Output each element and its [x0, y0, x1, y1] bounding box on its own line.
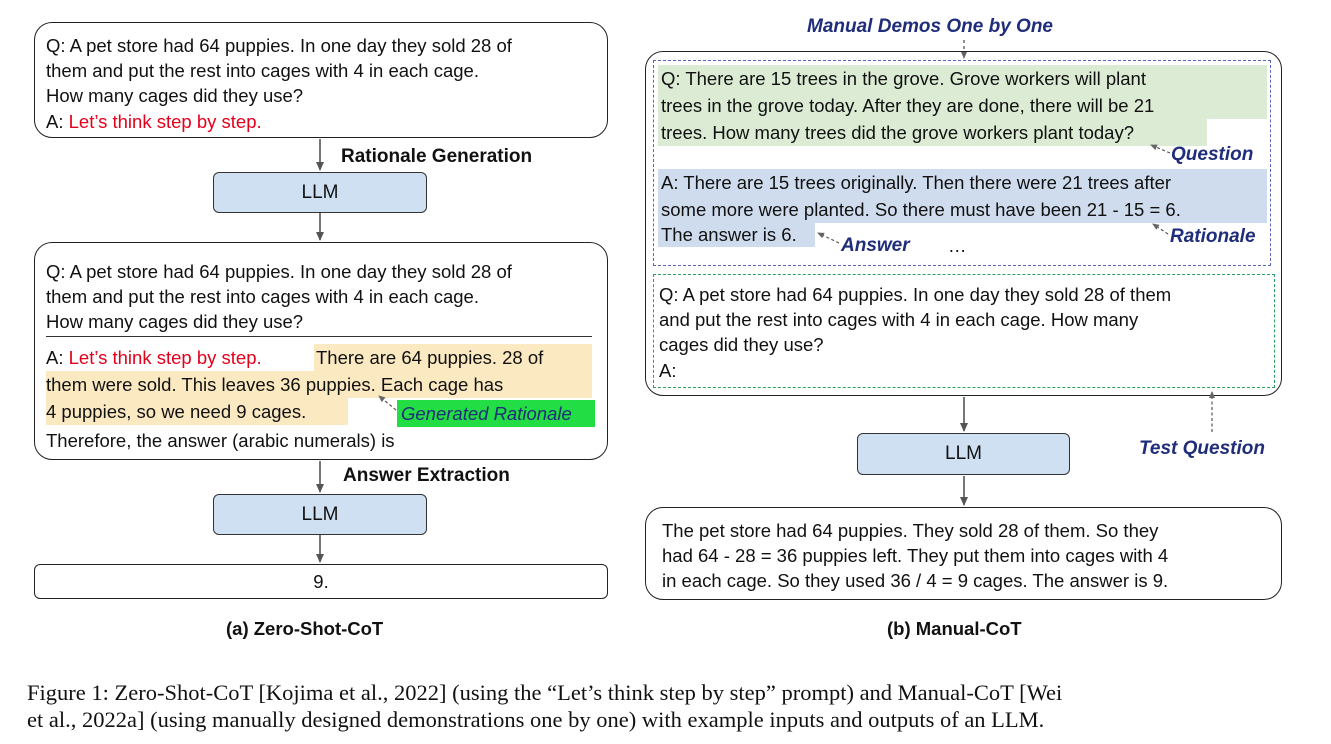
- demo-q-line-3: trees. How many trees did the grove workers plant today?: [661, 122, 1135, 143]
- zs-answer-prompt: Therefore, the answer (arabic numerals) is: [46, 430, 395, 451]
- zs-q2-line-1: Q: A pet store had 64 puppies. In one day they sold 28 of: [46, 261, 512, 282]
- demo-q-line-2: trees in the grove today. After they are done, there will be 21: [661, 95, 1155, 116]
- pointer-question: [1151, 145, 1170, 153]
- zs-q2-line-2: them and put the rest into cages with 4 in each cage.: [46, 286, 479, 307]
- zs-trigger-2: Let’s think step by step.: [68, 347, 262, 368]
- zs-final-answer: 9.: [313, 571, 329, 592]
- zs-generated-rationale-label: Generated Rationale: [401, 403, 572, 424]
- demo-a-line-1: A: There are 15 trees originally. Then there were 21 trees after: [661, 172, 1172, 193]
- output-line-3: in each cage. So they used 36 / 4 = 9 cages. The answer is 9.: [662, 570, 1169, 591]
- zs-a1-prefix: A:: [46, 111, 69, 132]
- question-label: Question: [1171, 144, 1254, 165]
- output-line-1: The pet store had 64 puppies. They sold 28 of them. So they: [662, 520, 1159, 541]
- output-line-2: had 64 - 28 = 36 puppies left. They put them into cages with 4: [662, 545, 1169, 566]
- demo-a-line-3: The answer is 6.: [661, 224, 797, 245]
- zs-q1-line-2: them and put the rest into cages with 4 in each cage.: [46, 60, 479, 81]
- figure-caption-line-1: Figure 1: Zero-Shot-CoT [Kojima et al., 2022] (using the “Let’s think step by step” prompt) and Manual-CoT [Wei: [27, 680, 1063, 705]
- zs-q1-line-3: How many cages did they use?: [46, 85, 304, 106]
- rationale-label: Rationale: [1170, 226, 1256, 247]
- zs-a2-prefix: A:: [46, 347, 69, 368]
- zs-rationale-generation-label: Rationale Generation: [341, 146, 533, 167]
- test-q-line-2: and put the rest into cages with 4 in each cage. How many: [659, 309, 1139, 330]
- test-question-label: Test Question: [1139, 438, 1265, 459]
- answer-label: Answer: [841, 235, 910, 256]
- zs-q1-line-1: Q: A pet store had 64 puppies. In one day they sold 28 of: [46, 35, 512, 56]
- pointer-answer: [818, 233, 839, 243]
- zs-q2-line-3: How many cages did they use?: [46, 311, 304, 332]
- zs-rationale-line-1: There are 64 puppies. 28 of: [316, 347, 544, 368]
- zs-llm-box-2: LLM: [213, 494, 427, 535]
- test-q-line-4: A:: [659, 360, 677, 381]
- zs-rationale-line-2: them were sold. This leaves 36 puppies. Each cage has: [46, 374, 504, 395]
- demo-a-line-2: some more were planted. So there must have been 21 - 15 = 6.: [661, 199, 1181, 220]
- pointer-rationale: [1153, 224, 1168, 234]
- zs-caption: (a) Zero-Shot-CoT: [226, 618, 384, 639]
- test-q-line-3: cages did they use?: [659, 334, 824, 355]
- zs-rationale-line-3: 4 puppies, so we need 9 cages.: [46, 401, 307, 422]
- demo-ellipsis: …: [948, 235, 967, 256]
- test-q-line-1: Q: A pet store had 64 puppies. In one day they sold 28 of them: [659, 284, 1172, 305]
- zs-answer-extraction-label: Answer Extraction: [343, 465, 510, 486]
- zs-trigger-1: Let’s think step by step.: [68, 111, 262, 132]
- pointer-generated-rationale: [379, 396, 396, 410]
- demo-q-line-1: Q: There are 15 trees in the grove. Grove workers will plant: [661, 68, 1146, 89]
- zs-llm-box-1: LLM: [213, 172, 427, 213]
- manual-caption: (b) Manual-CoT: [887, 618, 1022, 639]
- manual-demos-label: Manual Demos One by One: [807, 16, 1053, 37]
- figure-caption-line-2: et al., 2022a] (using manually designed demonstrations one by one) with example inputs and outputs of an LLM.: [27, 707, 1045, 732]
- manual-llm-box: LLM: [857, 433, 1070, 475]
